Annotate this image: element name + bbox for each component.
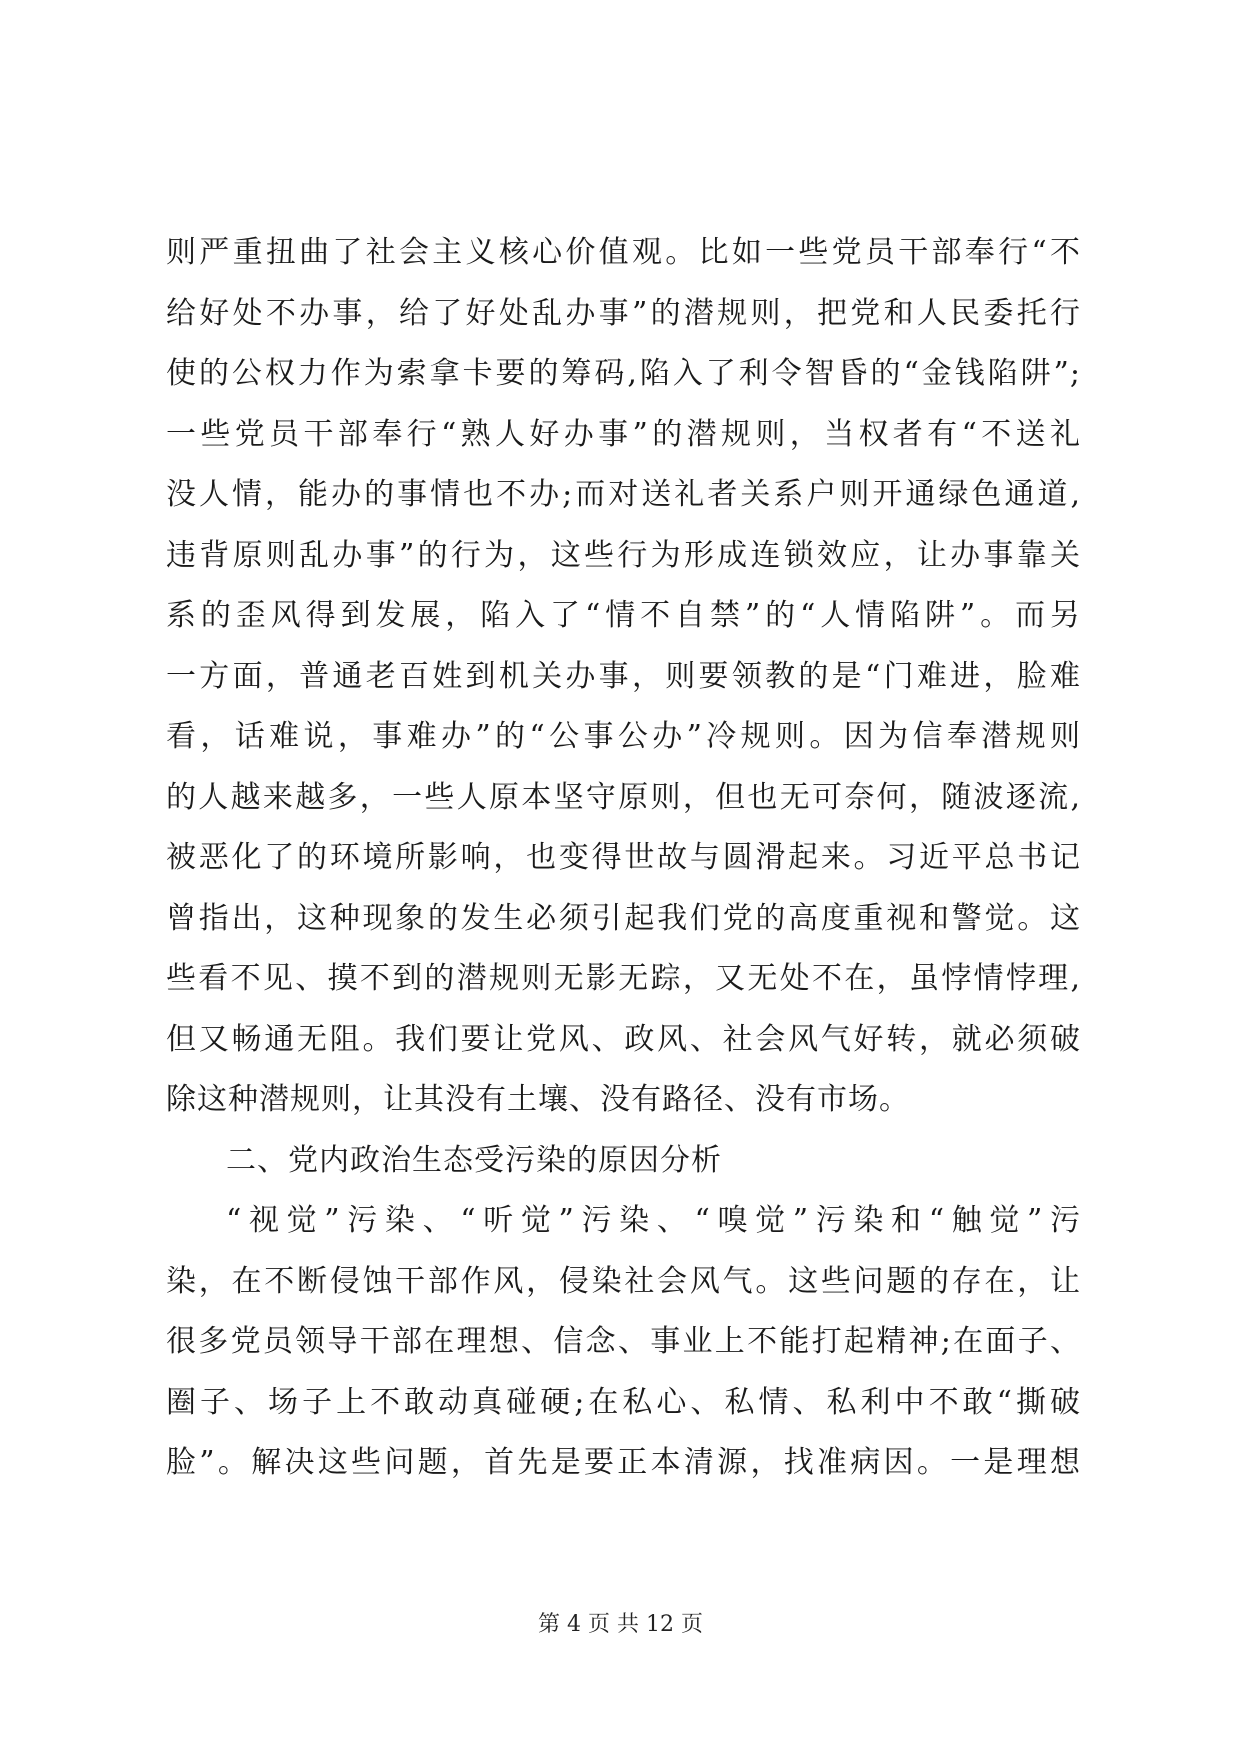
text-line: 使的公权力作为索拿卡要的筹码,陷入了利令智昏的“金钱陷阱”; xyxy=(166,356,1081,391)
body-text xyxy=(166,223,1081,1494)
text-line: 圈子、场子上不敢动真碰硬;在私心、私情、私利中不敢“撕破 xyxy=(166,1384,1081,1420)
text-line: 则严重扭曲了社会主义核心价值观。比如一些党员干部奉行“不 xyxy=(166,235,1081,270)
text-line: 没人情，能办的事情也不办;而对送礼者关系户则开通绿色通道, xyxy=(166,477,1081,512)
text-line: 看，话难说，事难办”的“公事公办”冷规则。因为信奉潜规则 xyxy=(166,719,1081,754)
text-line: 一些党员干部奉行“熟人好办事”的潜规则，当权者有“不送礼 xyxy=(166,416,1081,452)
text-line: 给好处不办事，给了好处乱办事”的潜规则，把党和人民委托行 xyxy=(166,295,1081,331)
text-line: 的人越来越多，一些人原本坚守原则，但也无可奈何，随波逐流, xyxy=(166,779,1081,815)
paragraph-2 xyxy=(166,1191,1081,1494)
text-line: “视觉”污染、“听觉”污染、“嗅觉”污染和“触觉”污 xyxy=(226,1203,1081,1238)
paragraph-1 xyxy=(166,223,1081,1131)
text-line: 很多党员领导干部在理想、信念、事业上不能打起精神;在面子、 xyxy=(166,1324,1081,1359)
text-line: 染，在不断侵蚀干部作风，侵染社会风气。这些问题的存在，让 xyxy=(166,1263,1081,1299)
text-line: 些看不见、摸不到的潜规则无影无踪，又无处不在，虽悖情悖理, xyxy=(166,961,1081,996)
text-line: 脸”。解决这些问题，首先是要正本清源，找准病因。一是理想 xyxy=(166,1445,1081,1480)
text-line: 一方面，普通老百姓到机关办事，则要领教的是“门难进，脸难 xyxy=(166,658,1081,694)
section-heading: 二、党内政治生态受污染的原因分析 xyxy=(226,1142,722,1178)
text-line: 除这种潜规则，让其没有土壤、没有路径、没有市场。 xyxy=(166,1082,910,1117)
text-line: 被恶化了的环境所影响，也变得世故与圆滑起来。习近平总书记 xyxy=(166,840,1081,875)
page-number-footer: 第 4 页 共 12 页 xyxy=(538,1612,703,1637)
text-line: 系的歪风得到发展，陷入了“情不自禁”的“人情陷阱”。而另 xyxy=(166,598,1081,633)
text-line: 但又畅通无阻。我们要让党风、政风、社会风气好转，就必须破 xyxy=(166,1021,1081,1057)
text-line: 曾指出，这种现象的发生必须引起我们党的高度重视和警觉。这 xyxy=(166,900,1081,936)
text-line: 违背原则乱办事”的行为，这些行为形成连锁效应，让办事靠关 xyxy=(166,537,1081,573)
